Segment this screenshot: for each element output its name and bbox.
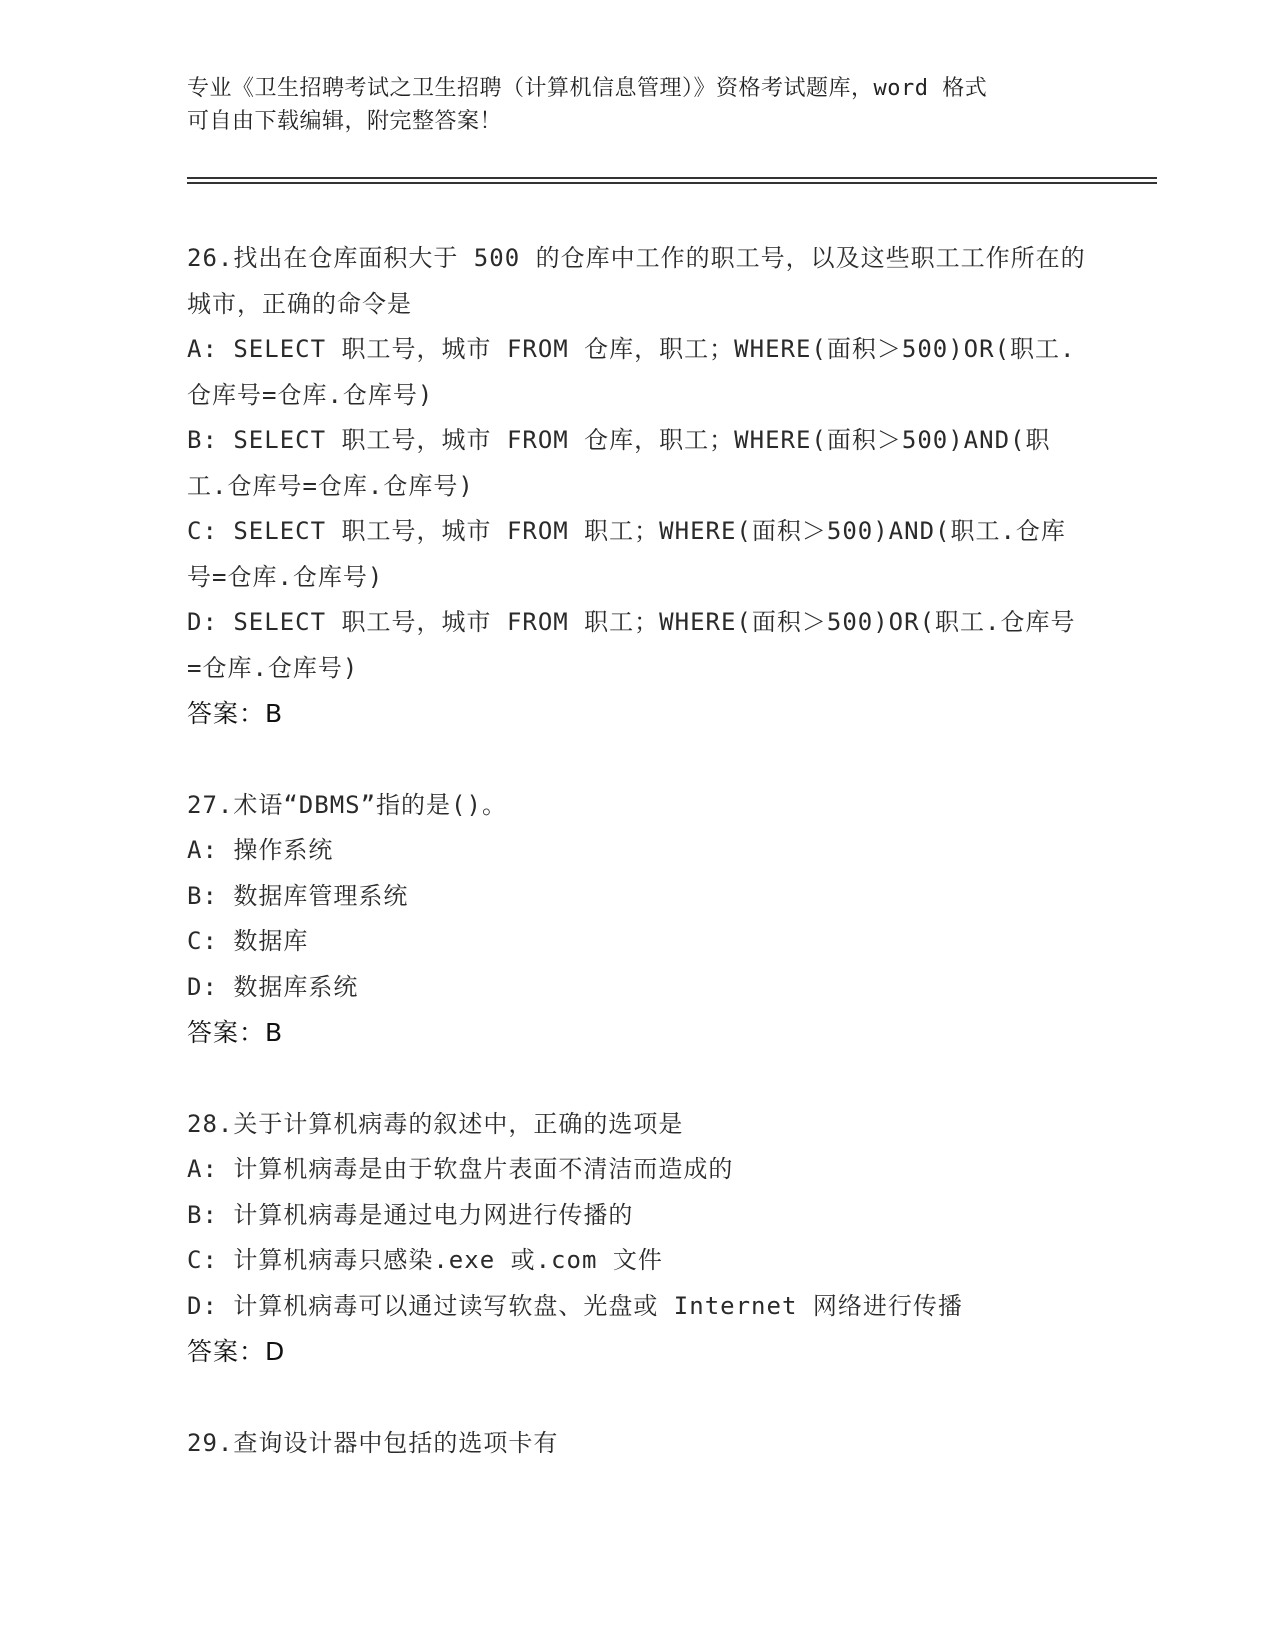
option-d: D: SELECT 职工号，城市 FROM 职工；WHERE(面积＞500)OR(职工.仓库号=仓库.仓库号) <box>187 608 1076 682</box>
document-header <box>187 72 1087 138</box>
option-a: A: 计算机病毒是由于软盘片表面不清洁而造成的 <box>187 1155 734 1183</box>
header-line-2: 可自由下载编辑，附完整答案！ <box>187 109 503 134</box>
question-27 <box>187 783 1087 1056</box>
option-b: B: SELECT 职工号，城市 FROM 仓库，职工；WHERE(面积＞500)AND(职工.仓库号=仓库.仓库号) <box>187 426 1051 500</box>
option-d: D: 计算机病毒可以通过读写软盘、光盘或 Internet 网络进行传播 <box>187 1291 963 1320</box>
question-stem: 29.查询设计器中包括的选项卡有 <box>187 1428 559 1457</box>
option-a: A: SELECT 职工号，城市 FROM 仓库，职工；WHERE(面积＞500)OR(职工.仓库号=仓库.仓库号) <box>187 335 1076 409</box>
option-d: D: 数据库系统 <box>187 972 359 1001</box>
option-a: A: 操作系统 <box>187 836 334 864</box>
question-29 <box>187 1421 1087 1467</box>
header-divider-top <box>187 177 1157 179</box>
option-c: C: 计算机病毒只感染.exe 或.com 文件 <box>187 1246 663 1274</box>
answer: 答案：D <box>187 1337 286 1366</box>
option-c: C: SELECT 职工号，城市 FROM 职工；WHERE(面积＞500)AND(职工.仓库号=仓库.仓库号) <box>187 517 1066 591</box>
header-divider-bottom <box>187 182 1157 184</box>
question-26 <box>187 236 1087 737</box>
option-b: B: 计算机病毒是通过电力网进行传播的 <box>187 1200 634 1229</box>
question-stem: 27.术语“DBMS”指的是()。 <box>187 790 507 819</box>
answer: 答案：B <box>187 1018 284 1047</box>
answer: 答案：B <box>187 699 284 728</box>
question-list <box>187 236 1087 1512</box>
option-b: B: 数据库管理系统 <box>187 881 409 910</box>
question-28 <box>187 1102 1087 1375</box>
question-stem: 26.找出在仓库面积大于 500 的仓库中工作的职工号，以及这些职工工作所在的城市，正确的命令是 <box>187 244 1086 318</box>
header-line-1: 专业《卫生招聘考试之卫生招聘（计算机信息管理）》资格考试题库，word 格式 <box>187 76 988 101</box>
question-stem: 28.关于计算机病毒的叙述中，正确的选项是 <box>187 1109 684 1138</box>
option-c: C: 数据库 <box>187 927 309 955</box>
